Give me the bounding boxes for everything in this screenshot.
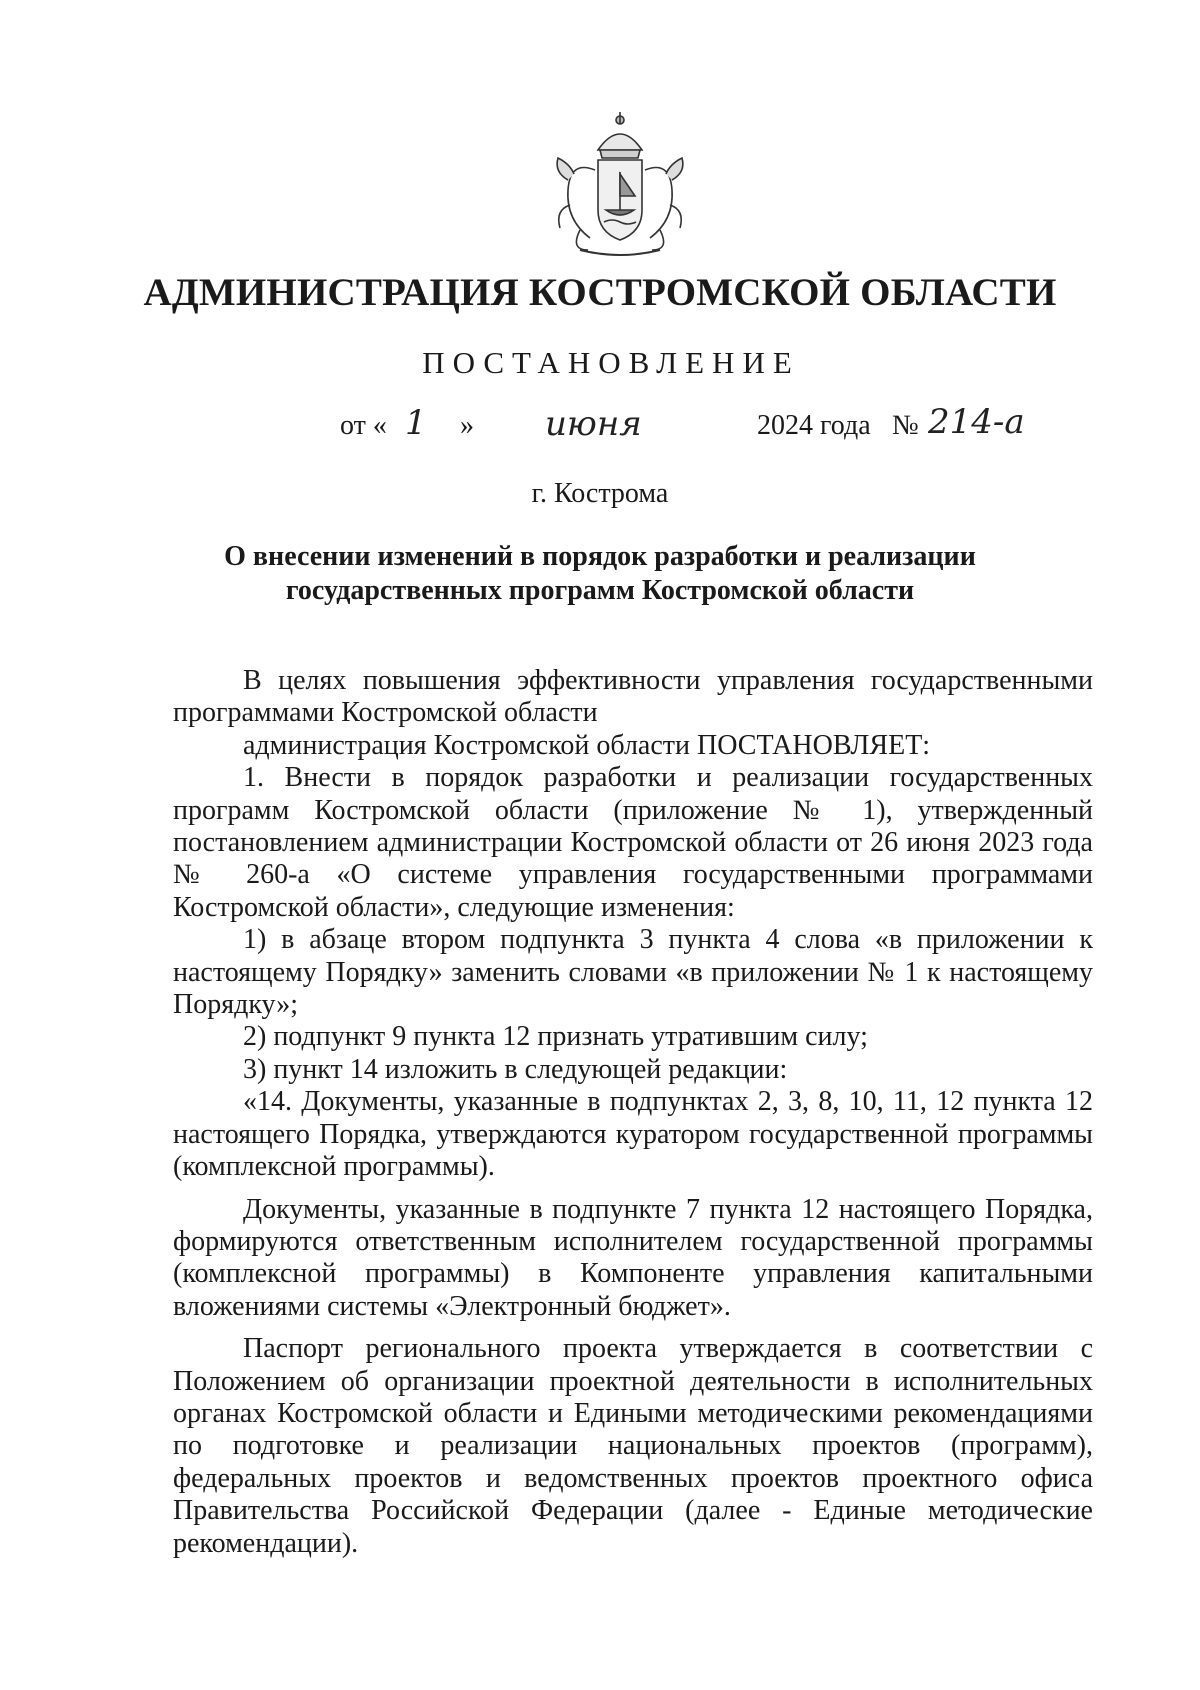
issuing-authority: АДМИНИСТРАЦИЯ КОСТРОМСКОЙ ОБЛАСТИ	[143, 271, 1057, 314]
paragraph-subitem-1: 1) в абзаце втором подпункта 3 пункта 4 слова «в приложении к настоящему Порядку» заменить словами «в приложении № 1 к настоящему Порядку»;	[173, 924, 1093, 1021]
paragraph-preamble: В целях повышения эффективности управления государственными программами Костромской области	[173, 665, 1093, 729]
paragraph-documents: Документы, указанные в подпункте 7 пункта 12 настоящего Порядка, формируются ответственным исполнителем государственной программы (комплексной программы) в Компоненте управления капитальными вложениями системы «Электронный бюджет».	[173, 1193, 1093, 1322]
number-sign: №	[892, 410, 919, 441]
paragraph-passport: Паспорт регионального проекта утверждается в соответствии с Положением об организации проектной деятельности в исполнительных органах Костромской области и Едиными методическими рекомендациями по подготовке и реализации национальных проектов (программ), федеральных проектов и ведомственных проектов проектного офиса Правительства Российской Федерации (далее - Единые методические рекомендации).	[173, 1333, 1093, 1559]
date-day: 1	[405, 403, 427, 443]
paragraph-item-1: 1. Внести в порядок разработки и реализации государственных программ Костромской области (приложение № 1), утвержденный постановлением администрации Костромской области от 26 июня 2023 года № 260-а «О системе управления государственными программами Костромской области», следующие изменения:	[173, 762, 1093, 923]
paragraph-subitem-3: 3) пункт 14 изложить в следующей редакции:	[243, 1053, 788, 1085]
date-prefix: от «	[340, 410, 387, 441]
city-line: г. Кострома	[531, 478, 669, 509]
date-close-quote: »	[460, 410, 474, 441]
document-number: 214-а	[928, 402, 1025, 442]
subject-line-1: О внесении изменений в порядок разработки и реализации	[224, 541, 976, 572]
document-type: ПОСТАНОВЛЕНИЕ	[422, 345, 800, 380]
date-year: 2024 года	[757, 410, 871, 441]
date-month: июня	[545, 404, 642, 444]
paragraph-resolves: администрация Костромской области ПОСТАНОВЛЯЕТ:	[243, 729, 931, 761]
document-subject	[200, 540, 1000, 608]
document-body	[173, 665, 1093, 1560]
paragraph-subitem-2: 2) подпункт 9 пункта 12 признать утратившим силу;	[243, 1021, 868, 1053]
coat-of-arms-emblem	[540, 110, 700, 260]
paragraph-point-14: «14. Документы, указанные в подпунктах 2, 3, 8, 10, 11, 12 пункта 12 настоящего Порядка, утверждаются куратором государственной программы (комплексной программы).	[173, 1086, 1093, 1183]
subject-line-2: государственных программ Костромской области	[285, 575, 915, 606]
